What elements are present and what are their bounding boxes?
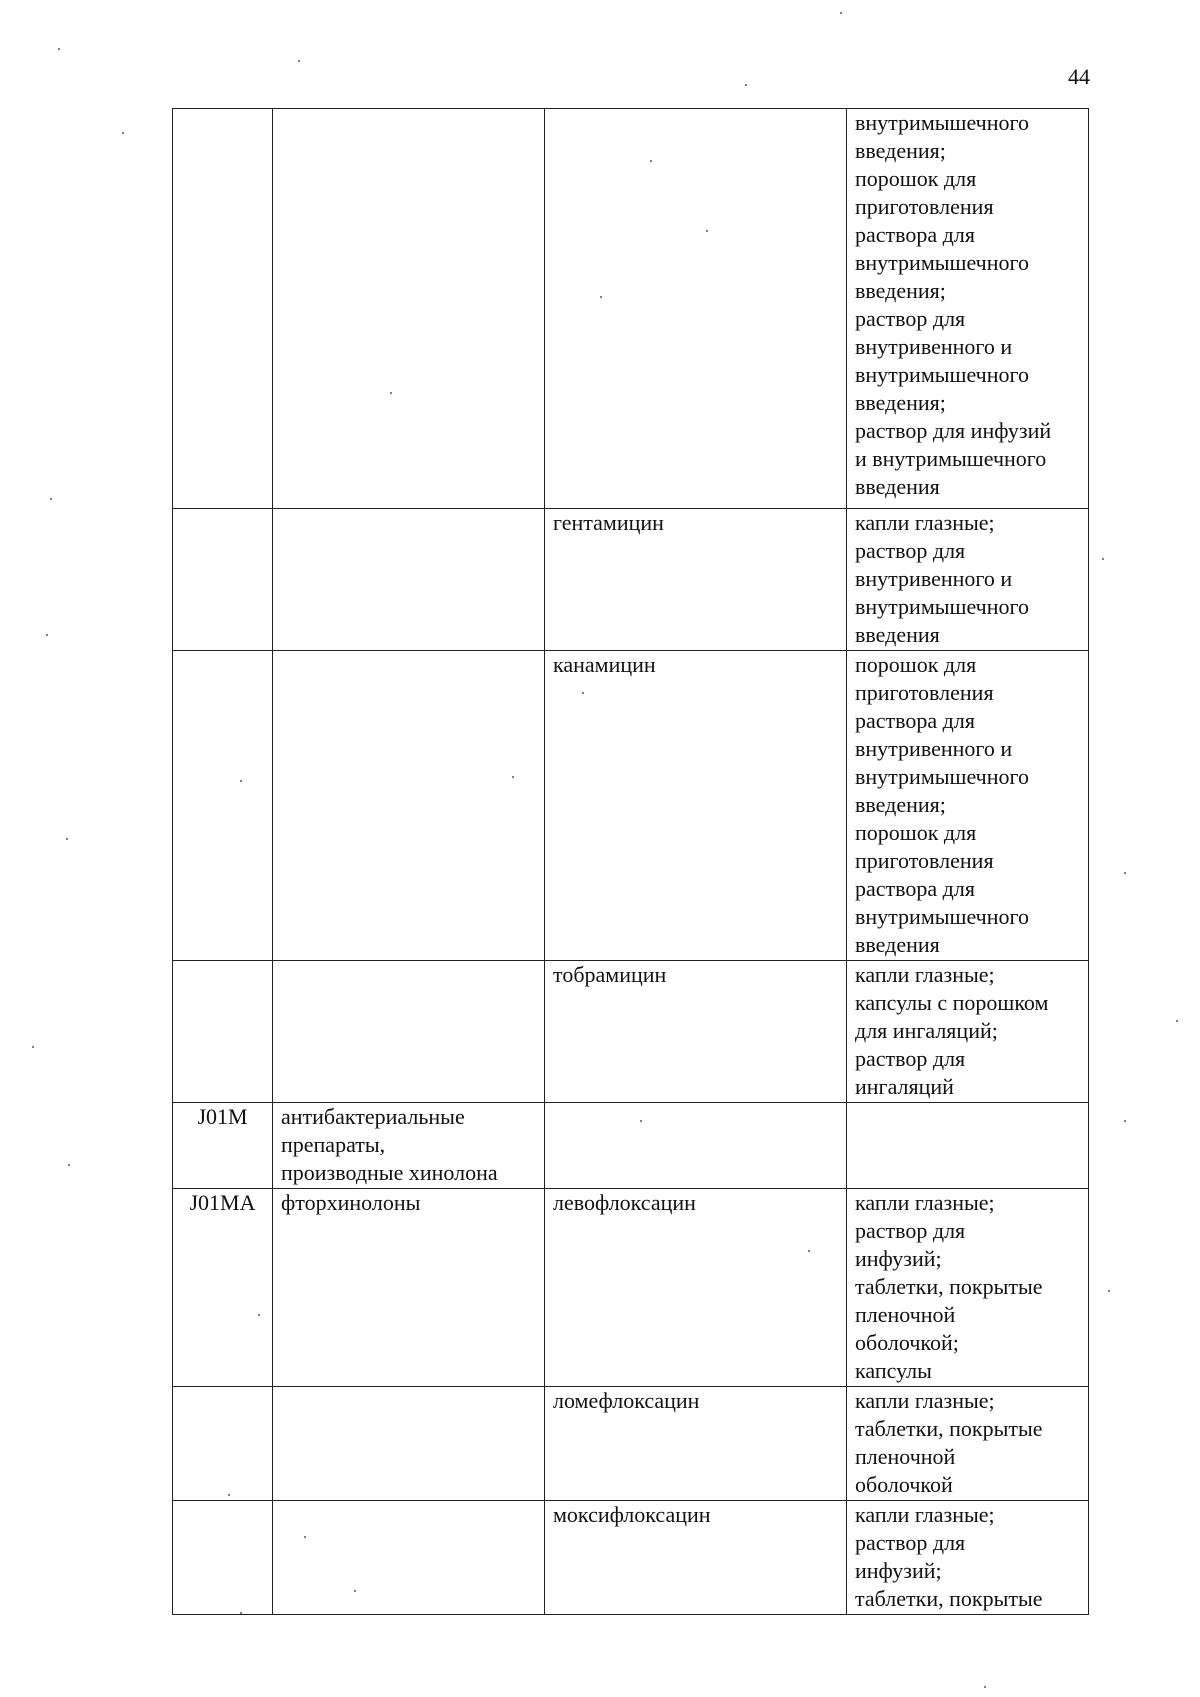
scan-speck bbox=[582, 692, 584, 694]
scan-speck bbox=[1176, 1020, 1178, 1022]
atc-code-cell: J01M bbox=[173, 1103, 273, 1189]
scan-speck bbox=[240, 780, 242, 782]
table-row bbox=[173, 509, 1089, 651]
drug-name-cell: канамицин bbox=[545, 651, 847, 961]
table-row bbox=[173, 1387, 1089, 1501]
pharmacological-group-cell: антибактериальные препараты, производные хинолона bbox=[273, 1103, 545, 1189]
drug-table bbox=[172, 108, 1089, 1615]
drug-name-cell bbox=[545, 1103, 847, 1189]
table-row bbox=[173, 1189, 1089, 1387]
scan-speck bbox=[1108, 1290, 1110, 1292]
scan-speck bbox=[640, 1120, 642, 1122]
pharmacological-group-cell bbox=[273, 961, 545, 1103]
dosage-forms-cell: капли глазные; раствор для инфузий; таблетки, покрытые bbox=[847, 1501, 1089, 1615]
atc-code-cell bbox=[173, 109, 273, 509]
scan-speck bbox=[58, 48, 60, 50]
scan-speck bbox=[808, 1250, 810, 1252]
dosage-forms-cell: внутримышечного введения; порошок для приготовления раствора для внутримышечного введения; раствор для внутривенного и внутримышечного введения; раствор для инфузий и внутримышечного введения bbox=[847, 109, 1089, 509]
drug-name-cell: левофлоксацин bbox=[545, 1189, 847, 1387]
table-row bbox=[173, 651, 1089, 961]
drug-name-cell: моксифлоксацин bbox=[545, 1501, 847, 1615]
scan-speck bbox=[650, 160, 652, 162]
drug-name-cell bbox=[545, 109, 847, 509]
atc-code-cell: J01MA bbox=[173, 1189, 273, 1387]
atc-code-cell bbox=[173, 961, 273, 1103]
drug-name-cell: гентамицин bbox=[545, 509, 847, 651]
scan-speck bbox=[32, 1046, 34, 1048]
scan-speck bbox=[600, 296, 602, 298]
scan-speck bbox=[390, 392, 392, 394]
atc-code-cell bbox=[173, 509, 273, 651]
dosage-forms-cell: капли глазные; раствор для инфузий; таблетки, покрытые пленочной оболочкой; капсулы bbox=[847, 1189, 1089, 1387]
table-row bbox=[173, 1103, 1089, 1189]
scan-speck bbox=[304, 1536, 306, 1538]
atc-code-cell bbox=[173, 1387, 273, 1501]
table-row bbox=[173, 961, 1089, 1103]
scan-speck bbox=[66, 838, 68, 840]
scan-speck bbox=[706, 230, 708, 232]
dosage-forms-cell: капли глазные; капсулы с порошком для ингаляций; раствор для ингаляций bbox=[847, 961, 1089, 1103]
drug-name-cell: тобрамицин bbox=[545, 961, 847, 1103]
atc-code-cell bbox=[173, 1501, 273, 1615]
scan-speck bbox=[228, 1494, 230, 1496]
scan-speck bbox=[50, 498, 52, 500]
scan-speck bbox=[1124, 1120, 1126, 1122]
scan-speck bbox=[1124, 872, 1126, 874]
pharmacological-group-cell bbox=[273, 1387, 545, 1501]
dosage-forms-cell bbox=[847, 1103, 1089, 1189]
scan-speck bbox=[298, 60, 300, 62]
scan-speck bbox=[240, 1612, 242, 1614]
dosage-forms-cell: порошок для приготовления раствора для внутривенного и внутримышечного введения; порошок для приготовления раствора для внутримышечного введения bbox=[847, 651, 1089, 961]
pharmacological-group-cell bbox=[273, 509, 545, 651]
scan-speck bbox=[840, 12, 842, 14]
pharmacological-group-cell bbox=[273, 651, 545, 961]
page-number: 44 bbox=[1068, 64, 1090, 89]
dosage-forms-cell: капли глазные; таблетки, покрытые пленочной оболочкой bbox=[847, 1387, 1089, 1501]
scan-speck bbox=[745, 84, 747, 86]
drug-name-cell: ломефлоксацин bbox=[545, 1387, 847, 1501]
pharmacological-group-cell: фторхинолоны bbox=[273, 1189, 545, 1387]
scan-speck bbox=[354, 1590, 356, 1592]
scan-speck bbox=[122, 132, 124, 134]
dosage-forms-cell: капли глазные; раствор для внутривенного и внутримышечного введения bbox=[847, 509, 1089, 651]
table-row bbox=[173, 1501, 1089, 1615]
atc-code-cell bbox=[173, 651, 273, 961]
scan-speck bbox=[46, 634, 48, 636]
scan-speck bbox=[984, 1686, 986, 1688]
pharmacological-group-cell bbox=[273, 1501, 545, 1615]
scan-speck bbox=[258, 1314, 260, 1316]
scan-speck bbox=[512, 776, 514, 778]
scan-speck bbox=[68, 1164, 70, 1166]
scan-speck bbox=[1102, 558, 1104, 560]
pharmacological-group-cell bbox=[273, 109, 545, 509]
table-row bbox=[173, 109, 1089, 509]
